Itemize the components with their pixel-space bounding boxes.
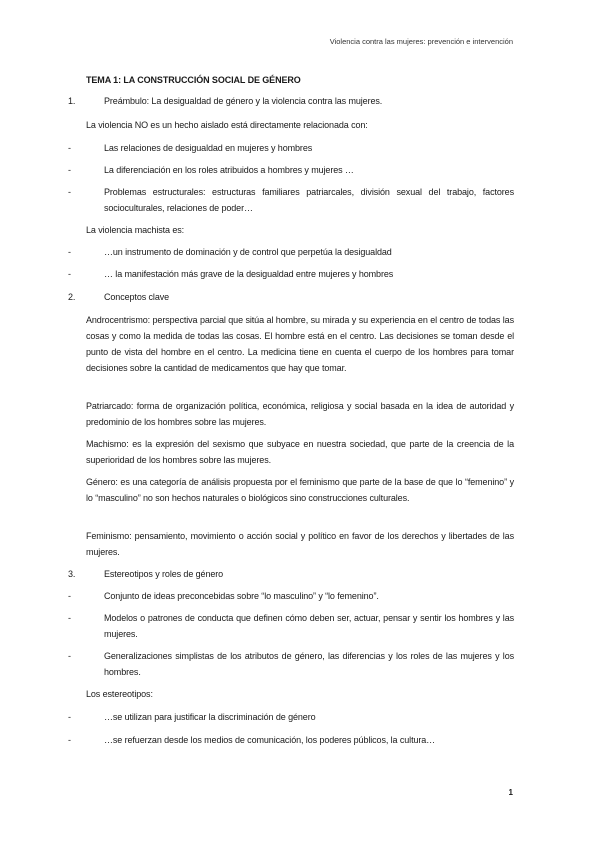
- list-item: [68, 162, 514, 178]
- list-item-text: Las relaciones de desigualdad en mujeres y hombres: [104, 143, 313, 153]
- section-label: Conceptos clave: [104, 292, 170, 302]
- list-item-text: …se utilizan para justificar la discriminación de género: [104, 712, 316, 722]
- list-item: [68, 732, 514, 748]
- list-item: [68, 184, 514, 216]
- paragraph-intro: Los estereotipos:: [86, 689, 153, 699]
- section-label: Estereotipos y roles de género: [104, 569, 224, 579]
- running-header: Violencia contra las mujeres: prevención e intervención: [329, 37, 513, 46]
- bullet-dash: -: [68, 591, 71, 601]
- bullet-dash: -: [68, 613, 71, 623]
- list-item-text: La diferenciación en los roles atribuidos a hombres y mujeres …: [104, 165, 354, 175]
- list-item-text: Modelos o patrones de conducta que definen cómo deben ser, actuar, pensar y sentir los hombres y las mujeres.: [104, 613, 514, 639]
- concept-machismo: Machismo: es la expresión del sexismo que subyace en nuestra sociedad, que parte de la creencia de la superioridad de los hombres sobre las mujeres.: [86, 439, 514, 465]
- list-item: [68, 266, 514, 282]
- list-item-text: …un instrumento de dominación y de control que perpetúa la desigualdad: [104, 247, 392, 257]
- list-item-text: Problemas estructurales: estructuras familiares patriarcales, división sexual del trabajo, factores socioculturales, relaciones de poder…: [104, 187, 514, 213]
- paragraph-intro: La violencia NO es un hecho aislado está directamente relacionada con:: [86, 120, 368, 130]
- section-number: 2.: [68, 292, 76, 302]
- section-heading-1: [68, 93, 514, 109]
- section-number: 1.: [68, 96, 76, 106]
- concept-androcentrismo: Androcentrismo: perspectiva parcial que sitúa al hombre, su mirada y su experiencia en el centro de todas las cosas y como la medida de todas las cosas. El hombre está en el centro. Las decisiones se toman desde el punto de vista del hombre en el centro. La medicina tiene en cuenta el cuerpo de los hombres para tomar decisiones sobre la cantidad de medicamentos que hay que tomar.: [86, 315, 514, 373]
- bullet-dash: -: [68, 247, 71, 257]
- bullet-dash: -: [68, 712, 71, 722]
- section-heading-3: [68, 566, 514, 582]
- page-title: TEMA 1: LA CONSTRUCCIÓN SOCIAL DE GÉNERO: [86, 75, 301, 85]
- list-item-text: Conjunto de ideas preconcebidas sobre “lo masculino” y “lo femenino”.: [104, 591, 379, 601]
- list-item: [68, 140, 514, 156]
- list-item: [68, 244, 514, 260]
- paragraph-intro: La violencia machista es:: [86, 225, 185, 235]
- bullet-dash: -: [68, 735, 71, 745]
- page-number: 1: [508, 788, 513, 797]
- bullet-dash: -: [68, 269, 71, 279]
- bullet-dash: -: [68, 143, 71, 153]
- bullet-dash: -: [68, 651, 71, 661]
- list-item: [68, 648, 514, 680]
- section-label: Preámbulo: La desigualdad de género y la violencia contra las mujeres.: [104, 96, 383, 106]
- concept-feminismo: Feminismo: pensamiento, movimiento o acción social y político en favor de los derechos y libertades de las mujeres.: [86, 531, 514, 557]
- list-item-text: … la manifestación más grave de la desigualdad entre mujeres y hombres: [104, 269, 394, 279]
- bullet-dash: -: [68, 187, 71, 197]
- list-item: [68, 588, 514, 604]
- list-item-text: …se refuerzan desde los medios de comunicación, los poderes públicos, la cultura…: [104, 735, 436, 745]
- bullet-dash: -: [68, 165, 71, 175]
- concept-genero: Género: es una categoría de análisis propuesta por el feminismo que parte de la base de que lo “femenino” y lo “masculino” no son hechos naturales o biológicos sino construcciones culturales.: [86, 477, 514, 503]
- list-item-text: Generalizaciones simplistas de los atributos de género, las diferencias y los roles de las mujeres y los hombres.: [104, 651, 514, 677]
- concept-patriarcado: Patriarcado: forma de organización política, económica, religiosa y social basada en la idea de autoridad y predominio de los hombres sobre las mujeres.: [86, 401, 514, 427]
- section-heading-2: [68, 289, 514, 305]
- section-number: 3.: [68, 569, 76, 579]
- list-item: [68, 709, 514, 725]
- list-item: [68, 610, 514, 642]
